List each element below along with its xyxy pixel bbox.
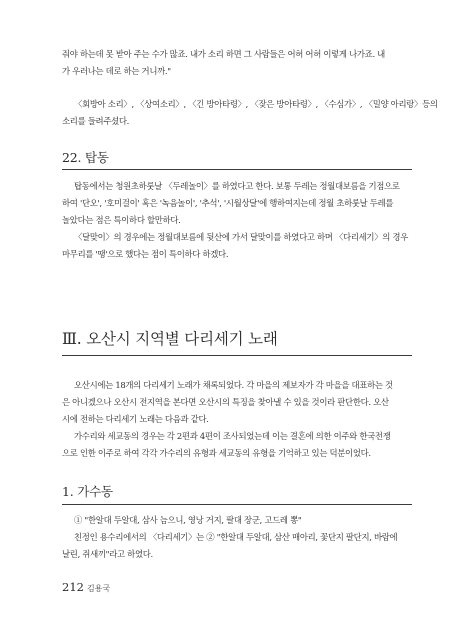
chapter-3-para1-line-1: 오산시에는 18개의 다리세기 노래가 채록되었다. 각 마을의 제보자가 각 마을을 대표하는 것: [74, 380, 393, 390]
section-22-para1-line-3: 놀았다는 점은 특이하다 할만하다.: [62, 215, 181, 225]
chapter-3-para1-line-3: 시에 전하는 다리세기 노래는 다음과 같다.: [62, 414, 209, 424]
page-number: 212: [62, 580, 84, 594]
section-22-heading: 22. 탑동: [62, 150, 109, 165]
song-list-line-2: 소리를 들려주셨다.: [62, 116, 130, 126]
chapter-3-para1-line-2: 은 아니겠으나 오산시 전지역을 본다면 오산시의 특징을 찾아낼 수 있을 것이라 판단한다. 오산: [62, 397, 389, 407]
chapter-3-para2-line-2: 으로 인한 이주로 하여 각각 가수리의 유형과 세교동의 유형을 기억하고 있는 덕분이었다.: [62, 448, 371, 458]
section-22-para2-line-1: 〈달맞이〉의 경우에는 정월대보름에 뒷산에 가서 달맞이를 하였다고 하며 〈다리세기〉의 경우: [74, 232, 409, 242]
chapter-3-rule: [62, 355, 412, 356]
section-22-para1-line-2: 하여 '단오', '호미걸이' 혹은 '녹음놀이', '추석', '시월상달'에 행하여지는데 정월 초하룻날 두레를: [62, 198, 394, 208]
section-1-item-2-line-2: 날린, 쥐새끼"라고 하였다.: [62, 549, 153, 559]
song-list-line-1: 〈회방아 소리〉, 〈상여소리〉, 〈긴 방아타령〉, 〈잦은 방아타령〉, 〈수심가〉, 〈밀양 아리랑〉등의: [74, 99, 438, 109]
intro-line-2: 가 우러나는 데로 하는 거니까.": [62, 66, 171, 76]
chapter-3-para2-line-1: 가수리와 세교동의 경우는 각 2편과 4편이 조사되었는데 이는 결혼에 의한 이주와 한국전쟁: [74, 431, 391, 441]
section-22-para1-line-1: 탑동에서는 청원초하룻날 〈두레놀이〉를 하였다고 한다. 보통 두레는 정월대보름을 기점으로: [74, 181, 400, 191]
intro-line-1: 줘야 하는데 못 받아 주는 수가 많죠. 내가 소리 하면 그 사람들은 어허 어허 이렇게 나가죠. 내: [62, 49, 385, 59]
chapter-3-heading: Ⅲ. 오산시 지역별 다리세기 노래: [62, 330, 278, 348]
section-1-item-1: ① "한알대 두알대, 삼사 늠으니, 영낭 거지, 팔대 장군, 고드레 뽕": [74, 515, 302, 525]
section-1-rule: [62, 504, 412, 505]
section-1-heading: 1. 가수동: [62, 484, 113, 499]
section-22-rule: [62, 169, 412, 170]
page-footer: [62, 580, 110, 594]
section-1-item-2-line-1: 친정인 용수리에서의 〈다리세기〉는 ② "한알대 두알대, 삼산 매아리, 꽃단지 팔단지, 바람에: [74, 532, 398, 542]
section-22-para2-line-2: 마무리를 '땡'으로 했다는 점이 특이하다 하겠다.: [62, 249, 229, 259]
author-name: 김용국: [86, 584, 111, 593]
